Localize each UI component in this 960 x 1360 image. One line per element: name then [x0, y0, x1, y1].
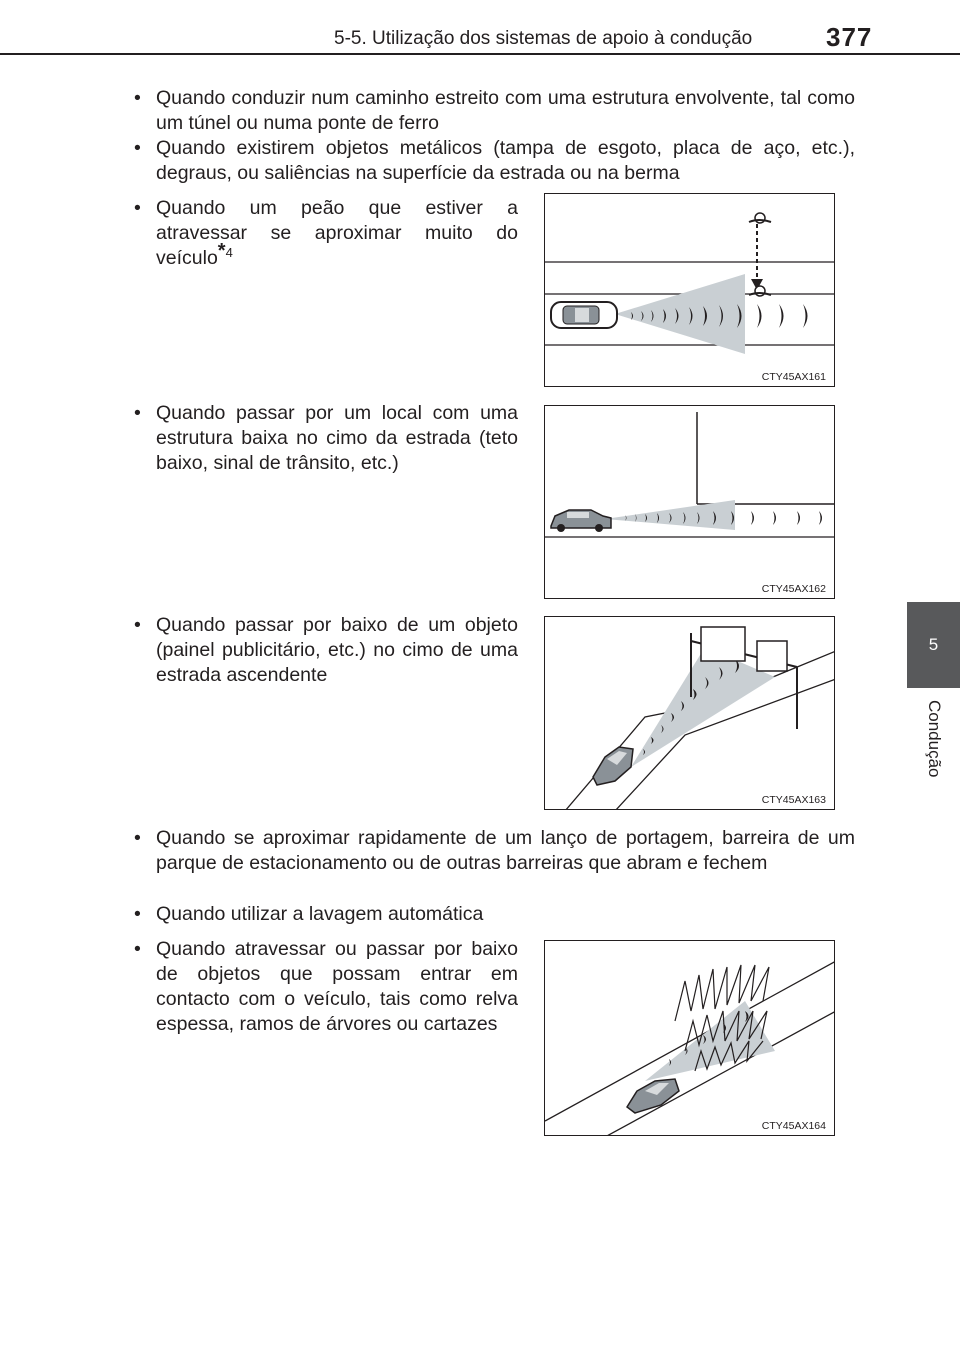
- bullet-contact-objects: • Quando atravessar ou passar por baixo de objetos que possam entrar em contacto com o veículo, tais como relva espessa, ramos de árvores ou cartazes: [128, 937, 518, 1037]
- chapter-tab[interactable]: [907, 602, 960, 688]
- figure-pedestrian: [544, 193, 835, 387]
- section-title: 5-5. Utilização dos sistemas de apoio à condução: [334, 28, 753, 49]
- bullet-metal-objects: • Quando existirem objetos metálicos (tampa de esgoto, placa de aço, etc.), degraus, ou saliências na superfície da estrada ou na berma: [128, 136, 855, 186]
- bullet-uphill-object: • Quando passar por baixo de um objeto (painel publicitário, etc.) no cimo de uma estrada ascendente: [128, 613, 518, 688]
- footnote-number: 4: [225, 244, 233, 260]
- bullet-tunnel: • Quando conduzir num caminho estreito com uma estrutura envolvente, tal como um túnel ou numa ponte de ferro: [128, 86, 855, 136]
- figure-code: CTY45AX162: [761, 583, 826, 595]
- chapter-number: 5: [928, 635, 939, 654]
- figure-uphill-object: [544, 616, 835, 810]
- figure-low-structure: [544, 405, 835, 599]
- bullet-low-structure: • Quando passar por um local com uma estrutura baixa no cimo da estrada (teto baixo, sinal de trânsito, etc.): [128, 401, 518, 476]
- bullet-pedestrian-text: Quando um peão que estiver a atravessar se aproximar muito do veículo: [156, 197, 518, 269]
- chapter-label: Condução: [925, 700, 944, 778]
- uphill-object-illustration: [545, 617, 835, 810]
- figure-code: CTY45AX164: [761, 1120, 826, 1132]
- pedestrian-illustration: [545, 194, 835, 387]
- figure-contact-objects: [544, 940, 835, 1136]
- figure-code: CTY45AX161: [761, 371, 826, 383]
- bullet-toll-barrier: • Quando se aproximar rapidamente de um lanço de portagem, barreira de um parque de estacionamento ou de outras barreiras que abram e fechem: [128, 826, 855, 876]
- header-divider: [0, 53, 960, 55]
- figure-code: CTY45AX163: [761, 794, 826, 806]
- footnote-star: *: [217, 239, 226, 262]
- low-structure-illustration: [545, 406, 835, 599]
- bullet-pedestrian: [128, 196, 518, 271]
- bullet-car-wash: • Quando utilizar a lavagem automática: [128, 902, 855, 927]
- page-number: 377: [826, 22, 873, 52]
- contact-objects-illustration: [545, 941, 835, 1136]
